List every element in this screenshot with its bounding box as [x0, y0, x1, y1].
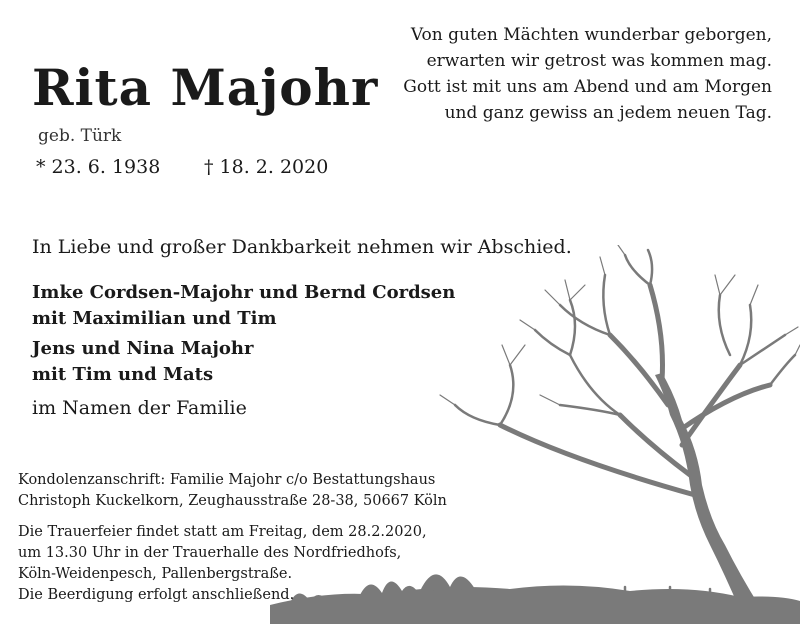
- service-info: [18, 522, 427, 606]
- death-date: † 18. 2. 2020: [204, 156, 329, 178]
- mourner-group: [32, 336, 253, 388]
- farewell-text: In Liebe und großer Dankbarkeit nehmen wir Abschied.: [32, 236, 572, 258]
- condolence-line: Christoph Kuckelkorn, Zeughausstraße 28-38, 50667 Köln: [18, 493, 447, 509]
- born-name: geb. Türk: [38, 126, 122, 146]
- verse: [403, 22, 772, 126]
- mourner-line: Jens und Nina Majohr: [32, 338, 254, 359]
- deceased-name: Rita Majohr: [32, 58, 379, 117]
- condolence-address: [18, 470, 447, 512]
- verse-line: Gott ist mit uns am Abend und am Morgen: [403, 77, 772, 97]
- verse-line: Von guten Mächten wunderbar geborgen,: [410, 25, 772, 45]
- mourner-line: mit Tim und Mats: [32, 364, 214, 385]
- service-line: Die Trauerfeier findet statt am Freitag, dem 28.2.2020,: [18, 524, 427, 540]
- service-line: Die Beerdigung erfolgt anschließend.: [18, 587, 295, 603]
- mourner-line: mit Maximilian und Tim: [32, 308, 277, 329]
- service-line: um 13.30 Uhr in der Trauerhalle des Nordfriedhofs,: [18, 545, 402, 561]
- verse-line: und ganz gewiss an jedem neuen Tag.: [444, 103, 772, 123]
- on-behalf-text: im Namen der Familie: [32, 397, 247, 419]
- life-dates: [36, 156, 329, 178]
- verse-line: erwarten wir getrost was kommen mag.: [426, 51, 772, 71]
- mourner-group: [32, 280, 455, 332]
- service-line: Köln-Weidenpesch, Pallenbergstraße.: [18, 566, 293, 582]
- birth-date: * 23. 6. 1938: [36, 156, 161, 178]
- condolence-line: Kondolenzanschrift: Familie Majohr c/o Bestattungshaus: [18, 472, 436, 488]
- mourner-line: Imke Cordsen-Majohr und Bernd Cordsen: [32, 282, 456, 303]
